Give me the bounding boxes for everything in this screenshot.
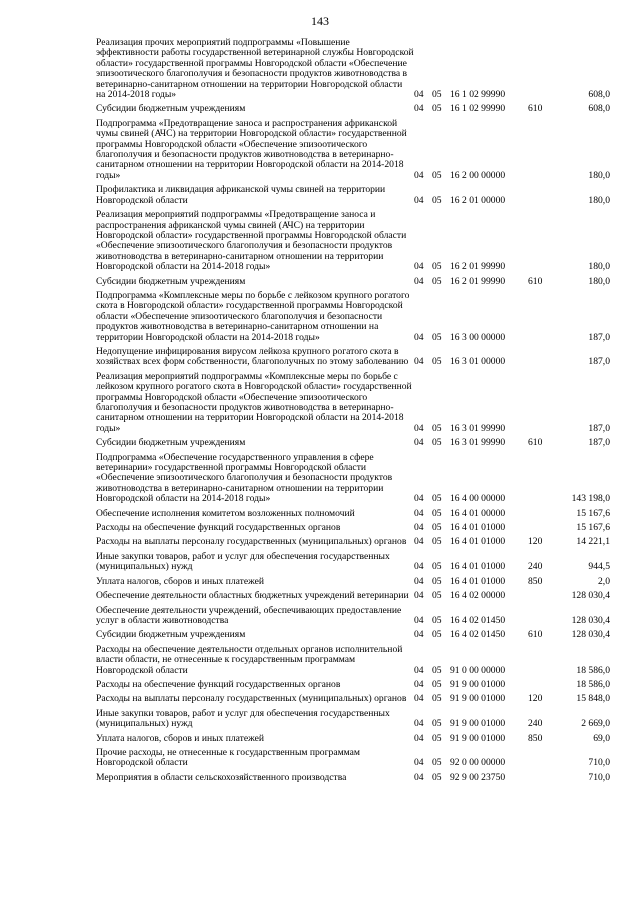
amount: 944,5 [588, 561, 610, 573]
table-row [96, 277, 610, 291]
target-item-code: 16 4 02 01450 [450, 614, 506, 626]
table-row [96, 748, 610, 773]
target-item-code: 91 9 00 01000 [450, 693, 506, 705]
table-row [96, 104, 610, 118]
section-code: 04 [414, 507, 424, 519]
subsection-code: 05 [432, 771, 442, 783]
budget-table [96, 38, 610, 787]
subsection-code: 05 [432, 275, 442, 287]
table-row [96, 509, 610, 523]
row-name: Уплата налогов, сборов и иных платежей [96, 575, 265, 587]
row-name: Субсидии бюджетным учреждениям [96, 103, 246, 115]
expense-type-code: 610 [528, 103, 543, 115]
subsection-code: 05 [432, 522, 442, 534]
expense-type-code: 240 [528, 718, 543, 730]
row-name: Субсидии бюджетным учреждениям [96, 275, 246, 287]
section-code: 04 [414, 732, 424, 744]
section-code: 04 [414, 275, 424, 287]
section-code: 04 [414, 536, 424, 548]
target-item-code: 16 4 01 01000 [450, 536, 506, 548]
subsection-code: 05 [432, 169, 442, 181]
section-code: 04 [414, 757, 424, 769]
amount: 180,0 [588, 261, 610, 273]
table-row [96, 119, 610, 185]
subsection-code: 05 [432, 89, 442, 101]
subsection-code: 05 [432, 422, 442, 434]
row-name: Субсидии бюджетным учреждениям [96, 437, 246, 449]
subsection-code: 05 [432, 664, 442, 676]
target-item-code: 16 4 02 00000 [450, 590, 506, 602]
table-row [96, 577, 610, 591]
target-item-code: 16 4 01 01000 [450, 575, 506, 587]
section-code: 04 [414, 664, 424, 676]
table-row [96, 709, 610, 734]
amount: 710,0 [588, 771, 610, 783]
expense-type-code [528, 119, 556, 185]
expense-type-code [528, 185, 556, 210]
expense-type-code: 240 [528, 561, 543, 573]
section-code: 04 [414, 103, 424, 115]
row-name: Мероприятия в области сельскохозяйственного производства [96, 771, 347, 783]
subsection-code: 05 [432, 437, 442, 449]
table-row [96, 645, 610, 680]
expense-type-code [528, 748, 556, 773]
row-name: Расходы на обеспечение деятельности отдельных органов исполнительной власти области, не отнесенные к государственным программам Новгородской области [96, 643, 403, 676]
row-name: Расходы на выплаты персоналу государственных (муниципальных) органов [96, 693, 407, 705]
section-code: 04 [414, 718, 424, 730]
amount: 69,0 [593, 732, 610, 744]
table-row [96, 347, 610, 372]
table-row [96, 606, 610, 631]
expense-type-code: 120 [528, 536, 543, 548]
page-number: 143 [311, 14, 329, 28]
expense-type-code [528, 291, 556, 347]
amount: 187,0 [588, 437, 610, 449]
amount: 143 198,0 [571, 493, 610, 505]
section-code: 04 [414, 629, 424, 641]
amount: 15 167,6 [576, 522, 610, 534]
amount: 18 586,0 [576, 664, 610, 676]
expense-type-code [528, 591, 556, 605]
row-name: Реализация прочих мероприятий подпрограммы «Повышение эффективности работы государственной ветеринарной службы Новгородской области» государственной программы Новгородской области «Обеспечение эпизоотического благополучия и безопасности продуктов животноводства в ветеринарно-санитарном отношении на территории Новгородской области на 2014-2018 годы» [96, 37, 414, 101]
expense-type-code [528, 645, 556, 680]
target-item-code: 16 3 01 00000 [450, 356, 506, 368]
section-code: 04 [414, 771, 424, 783]
subsection-code: 05 [432, 507, 442, 519]
amount: 128 030,4 [571, 590, 610, 602]
subsection-code: 05 [432, 561, 442, 573]
amount: 608,0 [588, 89, 610, 101]
row-name: Реализация мероприятий подпрограммы «Комплексные меры по борьбе с лейкозом крупного рогатого скота в Новгородской области» государственной программы Новгородской области «Обеспечение эпизоотического благополучия и безопасности продуктов животноводства в ветеринарно-санитарном отношении на территории Новгородской области на 2014-2018 годы» [96, 370, 412, 434]
table-row [96, 210, 610, 276]
amount: 180,0 [588, 169, 610, 181]
row-name: Иные закупки товаров, работ и услуг для обеспечения государственных (муниципальных) нужд [96, 550, 390, 573]
section-code: 04 [414, 693, 424, 705]
subsection-code: 05 [432, 678, 442, 690]
subsection-code: 05 [432, 614, 442, 626]
subsection-code: 05 [432, 732, 442, 744]
amount: 128 030,4 [571, 614, 610, 626]
target-item-code: 16 2 00 00000 [450, 169, 506, 181]
expense-type-code [528, 523, 556, 537]
target-item-code: 91 9 00 01000 [450, 732, 506, 744]
expense-type-code: 850 [528, 732, 543, 744]
table-row [96, 537, 610, 551]
amount: 14 221,1 [576, 536, 610, 548]
section-code: 04 [414, 331, 424, 343]
table-row [96, 372, 610, 438]
table-row [96, 438, 610, 452]
section-code: 04 [414, 678, 424, 690]
row-name: Обеспечение деятельности областных бюджетных учреждений ветеринарии [96, 590, 409, 602]
section-code: 04 [414, 561, 424, 573]
section-code: 04 [414, 575, 424, 587]
subsection-code: 05 [432, 590, 442, 602]
row-name: Расходы на обеспечение функций государственных органов [96, 678, 341, 690]
subsection-code: 05 [432, 575, 442, 587]
row-name: Обеспечение деятельности учреждений, обеспечивающих предоставление услуг в области животноводства [96, 604, 402, 626]
expense-type-code [528, 606, 556, 631]
subsection-code: 05 [432, 693, 442, 705]
expense-type-code [528, 680, 556, 694]
row-name: Подпрограмма «Предотвращение заноса и распространения африканской чумы свиней (АЧС) на территории Новгородской области» государственной программы Новгородской области «Обеспечение эпизоотического благополучия и безопасности продуктов животноводства в ветеринарно-санитарном отношении на территории Новгородской области на 2014-2018 годы» [96, 117, 407, 181]
amount: 2,0 [598, 575, 610, 587]
target-item-code: 16 2 01 99990 [450, 261, 506, 273]
subsection-code: 05 [432, 261, 442, 273]
target-item-code: 16 2 01 00000 [450, 194, 506, 206]
expense-type-code [528, 372, 556, 438]
expense-type-code [528, 347, 556, 372]
row-name: Недопущение инфицирования вирусом лейкоза крупного рогатого скота в хозяйствах всех форм собственности, благополучных по этому заболеванию [96, 345, 409, 368]
subsection-code: 05 [432, 194, 442, 206]
target-item-code: 91 0 00 00000 [450, 664, 506, 676]
expense-type-code [528, 210, 556, 276]
amount: 187,0 [588, 422, 610, 434]
amount: 180,0 [588, 194, 610, 206]
subsection-code: 05 [432, 331, 442, 343]
section-code: 04 [414, 422, 424, 434]
target-item-code: 92 0 00 00000 [450, 757, 506, 769]
subsection-code: 05 [432, 757, 442, 769]
target-item-code: 16 4 00 00000 [450, 493, 506, 505]
amount: 15 167,6 [576, 507, 610, 519]
expense-type-code: 850 [528, 575, 543, 587]
section-code: 04 [414, 194, 424, 206]
target-item-code: 16 1 02 99990 [450, 89, 506, 101]
subsection-code: 05 [432, 718, 442, 730]
row-name: Уплата налогов, сборов и иных платежей [96, 732, 265, 744]
section-code: 04 [414, 493, 424, 505]
amount: 15 848,0 [576, 693, 610, 705]
table-row [96, 734, 610, 748]
target-item-code: 16 4 01 01000 [450, 561, 506, 573]
table-row [96, 38, 610, 104]
row-name: Субсидии бюджетным учреждениям [96, 629, 246, 641]
target-item-code: 16 4 01 01000 [450, 522, 506, 534]
target-item-code: 92 9 00 23750 [450, 771, 506, 783]
amount: 608,0 [588, 103, 610, 115]
section-code: 04 [414, 169, 424, 181]
section-code: 04 [414, 261, 424, 273]
table-row [96, 552, 610, 577]
table-row [96, 680, 610, 694]
row-name: Иные закупки товаров, работ и услуг для обеспечения государственных (муниципальных) нужд [96, 707, 390, 730]
target-item-code: 16 3 01 99990 [450, 437, 506, 449]
expense-type-code: 610 [528, 437, 543, 449]
expense-type-code [528, 509, 556, 523]
section-code: 04 [414, 614, 424, 626]
expense-type-code: 610 [528, 275, 543, 287]
row-name: Обеспечение исполнения комитетом возложенных полномочий [96, 507, 355, 519]
subsection-code: 05 [432, 493, 442, 505]
row-name: Расходы на обеспечение функций государственных органов [96, 522, 341, 534]
amount: 180,0 [588, 275, 610, 287]
row-name: Прочие расходы, не отнесенные к государственным программам Новгородской области [96, 746, 360, 769]
row-name: Реализация мероприятий подпрограммы «Предотвращение заноса и распространения африканской чумы свиней (АЧС) на территории Новгородской области» государственной программы Новгородской области «Обеспечение эпизоотического благополучия и безопасности продуктов животноводства в ветеринарно-санитарном отношении на территории Новгородской области на 2014-2018 годы» [96, 209, 407, 273]
expense-type-code [528, 38, 556, 104]
target-item-code: 16 1 02 99990 [450, 103, 506, 115]
row-name: Профилактика и ликвидация африканской чумы свиней на территории Новгородской области [96, 184, 386, 206]
target-item-code: 16 4 02 01450 [450, 629, 506, 641]
table-row [96, 630, 610, 644]
target-item-code: 16 3 01 99990 [450, 422, 506, 434]
table-row [96, 453, 610, 509]
amount: 2 669,0 [581, 718, 610, 730]
row-name: Подпрограмма «Комплексные меры по борьбе с лейкозом крупного рогатого скота в Новгородской области» государственной программы Новгородской области «Обеспечение эпизоотического благополучия и безопасности продуктов животноводства в ветеринарно-санитарном отношении на территории Новгородской области на 2014-2018 годы» [96, 289, 410, 343]
row-name: Расходы на выплаты персоналу государственных (муниципальных) органов [96, 536, 407, 548]
table-row [96, 773, 610, 787]
table-row [96, 291, 610, 347]
row-name: Подпрограмма «Обеспечение государственного управления в сфере ветеринарии» государственной программы Новгородской области «Обеспечение эпизоотического благополучия и безопасности продуктов животноводства в ветеринарно-санитарном отношении на территории Новгородской области на 2014-2018 годы» [96, 451, 393, 505]
target-item-code: 91 9 00 01000 [450, 718, 506, 730]
section-code: 04 [414, 522, 424, 534]
target-item-code: 91 9 00 01000 [450, 678, 506, 690]
expense-type-code: 120 [528, 693, 543, 705]
section-code: 04 [414, 356, 424, 368]
table-row [96, 591, 610, 605]
subsection-code: 05 [432, 103, 442, 115]
table-row [96, 523, 610, 537]
amount: 128 030,4 [571, 629, 610, 641]
amount: 18 586,0 [576, 678, 610, 690]
table-row [96, 185, 610, 210]
amount: 187,0 [588, 331, 610, 343]
amount: 187,0 [588, 356, 610, 368]
section-code: 04 [414, 89, 424, 101]
budget-table-body [96, 38, 610, 787]
subsection-code: 05 [432, 356, 442, 368]
subsection-code: 05 [432, 629, 442, 641]
table-row [96, 694, 610, 708]
expense-type-code: 610 [528, 629, 543, 641]
section-code: 04 [414, 590, 424, 602]
section-code: 04 [414, 437, 424, 449]
subsection-code: 05 [432, 536, 442, 548]
target-item-code: 16 3 00 00000 [450, 331, 506, 343]
target-item-code: 16 2 01 99990 [450, 275, 506, 287]
target-item-code: 16 4 01 00000 [450, 507, 506, 519]
expense-type-code [528, 773, 556, 787]
expense-type-code [528, 453, 556, 509]
amount: 710,0 [588, 757, 610, 769]
